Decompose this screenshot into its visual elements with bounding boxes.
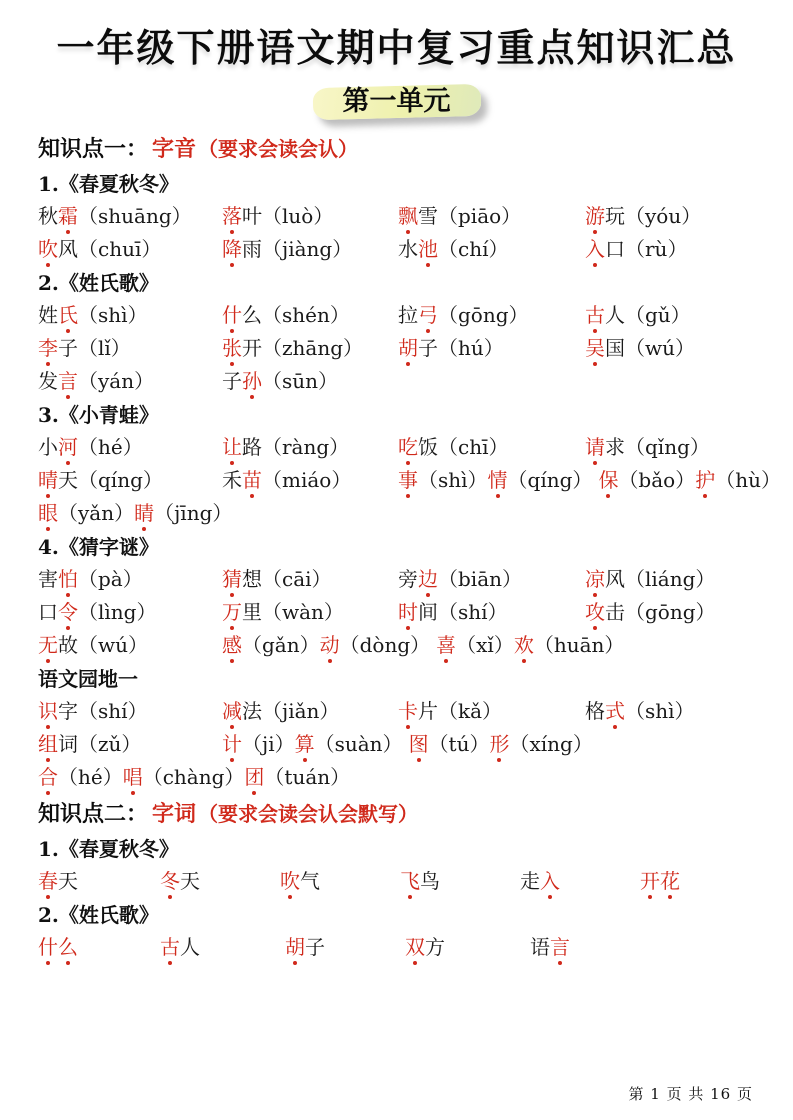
word-row xyxy=(38,598,755,626)
emphasized-char: 言 xyxy=(58,368,78,393)
plain-text: 人 xyxy=(605,302,625,327)
emphasized-char: 让 xyxy=(222,434,242,459)
plain-text: （suàn） xyxy=(314,731,403,756)
plain-text: 鸟 xyxy=(420,868,440,893)
plain-text: 片 xyxy=(418,698,438,723)
knowledge-point-note: （要求会读会认会默写） xyxy=(198,801,419,826)
word-item xyxy=(38,466,222,494)
plain-text: （xíng） xyxy=(509,731,593,756)
word-item xyxy=(38,565,222,593)
plain-text: （zhāng） xyxy=(262,335,364,360)
plain-text: （piāo） xyxy=(438,203,522,228)
plain-text: （tuán） xyxy=(264,764,351,789)
emphasized-char: 游 xyxy=(585,203,605,228)
document-content xyxy=(38,134,781,961)
word-item xyxy=(222,631,436,659)
unit-title-wrap xyxy=(38,80,755,126)
emphasized-char: 计 xyxy=(222,731,242,756)
plain-text: 走 xyxy=(520,868,540,893)
knowledge-point-header xyxy=(38,799,755,829)
plain-text: （shén） xyxy=(262,302,350,327)
emphasized-char: 团 xyxy=(244,764,265,789)
lesson-subheading: 2.《姓氏歌》 xyxy=(38,902,159,927)
plain-text: （cāi） xyxy=(262,566,332,591)
emphasized-char: 胡 xyxy=(398,335,418,360)
emphasized-char: 古 xyxy=(585,302,605,327)
emphasized-char: 欢 xyxy=(513,632,534,657)
word-item xyxy=(280,867,400,895)
plain-text: 么 xyxy=(242,302,262,327)
emphasized-char: 入 xyxy=(585,236,605,261)
word-item xyxy=(585,301,755,329)
emphasized-char: 霜 xyxy=(58,203,78,228)
emphasized-char: 孙 xyxy=(242,368,262,393)
word-item xyxy=(398,433,585,461)
plain-text: 字 xyxy=(58,698,78,723)
plain-text: 国 xyxy=(605,335,625,360)
plain-text: （dòng） xyxy=(339,632,431,657)
emphasized-char: 减 xyxy=(222,698,242,723)
plain-text: （yán） xyxy=(78,368,155,393)
plain-text: （hé） xyxy=(78,434,143,459)
emphasized-char: 开 xyxy=(640,868,660,893)
word-row xyxy=(38,763,755,791)
plain-text: 水 xyxy=(398,236,418,261)
emphasized-char: 算 xyxy=(294,731,315,756)
plain-text: （shuāng） xyxy=(78,203,192,228)
plain-text: 叶 xyxy=(242,203,262,228)
emphasized-char: 河 xyxy=(58,434,78,459)
emphasized-char: 吃 xyxy=(398,434,418,459)
plain-text: （hú） xyxy=(438,335,504,360)
plain-text: （jiǎn） xyxy=(262,698,340,723)
plain-text: 口 xyxy=(605,236,625,261)
word-item xyxy=(398,235,585,263)
word-item xyxy=(585,334,755,362)
emphasized-char: 保 xyxy=(598,467,619,492)
emphasized-char: 卡 xyxy=(398,698,418,723)
word-row xyxy=(38,867,755,895)
emphasized-char: 令 xyxy=(58,599,78,624)
knowledge-point-topic: 字音 xyxy=(152,135,197,162)
emphasized-char: 李 xyxy=(38,335,58,360)
emphasized-char: 吴 xyxy=(585,335,605,360)
word-row xyxy=(38,933,755,961)
emphasized-char: 情 xyxy=(487,467,508,492)
plain-text: （liáng） xyxy=(625,566,716,591)
word-item xyxy=(38,631,222,659)
word-item xyxy=(38,499,238,527)
plain-text: 禾 xyxy=(222,467,242,492)
word-item xyxy=(160,933,285,961)
plain-text: （shì） xyxy=(78,302,148,327)
word-item xyxy=(160,867,280,895)
emphasized-char: 飞 xyxy=(400,868,420,893)
plain-text: （tú） xyxy=(428,731,490,756)
lesson-subheading: 4.《猜字谜》 xyxy=(38,534,159,559)
word-row xyxy=(38,301,755,329)
lesson-subheading: 语文园地一 xyxy=(38,666,138,691)
emphasized-char: 怕 xyxy=(58,566,78,591)
plain-text: 天 xyxy=(180,868,200,893)
word-item xyxy=(38,235,222,263)
word-item xyxy=(38,730,222,758)
emphasized-char: 么 xyxy=(58,934,78,959)
emphasized-char: 组 xyxy=(38,731,58,756)
emphasized-char: 唱 xyxy=(122,764,143,789)
plain-text: 子 xyxy=(305,934,325,959)
emphasized-char: 事 xyxy=(398,467,418,492)
emphasized-char: 冬 xyxy=(160,868,180,893)
word-item xyxy=(398,598,585,626)
word-item xyxy=(222,466,398,494)
emphasized-char: 苗 xyxy=(242,467,262,492)
lesson-subheading: 3.《小青蛙》 xyxy=(38,402,159,427)
word-item xyxy=(585,433,755,461)
plain-text: （kǎ） xyxy=(438,698,503,723)
plain-text: 小 xyxy=(38,434,58,459)
emphasized-char: 降 xyxy=(222,236,242,261)
plain-text: 子 xyxy=(58,335,78,360)
plain-text: （chí） xyxy=(438,236,509,261)
emphasized-char: 边 xyxy=(418,566,438,591)
emphasized-char: 眼 xyxy=(38,500,58,525)
word-item xyxy=(222,202,398,230)
plain-text: 旁 xyxy=(398,566,418,591)
emphasized-char: 护 xyxy=(695,467,716,492)
word-row xyxy=(38,631,755,659)
plain-text: 想 xyxy=(242,566,262,591)
word-item xyxy=(398,202,585,230)
plain-text: （chuī） xyxy=(78,236,162,261)
plain-text: （shì） xyxy=(625,698,695,723)
lesson-subheading: 1.《春夏秋冬》 xyxy=(38,171,179,196)
plain-text: （gōng） xyxy=(438,302,529,327)
emphasized-char: 什 xyxy=(38,934,58,959)
emphasized-char: 花 xyxy=(660,868,680,893)
emphasized-char: 张 xyxy=(222,335,242,360)
plain-text: （jīng） xyxy=(154,500,233,525)
word-item xyxy=(38,763,356,791)
knowledge-point-note: （要求会读会认） xyxy=(198,136,359,161)
plain-text: 害 xyxy=(38,566,58,591)
plain-text: 发 xyxy=(38,368,58,393)
emphasized-char: 万 xyxy=(222,599,242,624)
word-item xyxy=(222,433,398,461)
plain-text: 风 xyxy=(605,566,625,591)
word-item xyxy=(222,334,398,362)
plain-text: 姓 xyxy=(38,302,58,327)
plain-text: 间 xyxy=(418,599,438,624)
plain-text: （gǔ） xyxy=(625,302,691,327)
emphasized-char: 识 xyxy=(38,698,58,723)
plain-text: 气 xyxy=(300,868,320,893)
word-row xyxy=(38,367,755,395)
plain-text: （lìng） xyxy=(78,599,157,624)
word-row xyxy=(38,433,755,461)
plain-text: （rù） xyxy=(625,236,688,261)
word-item xyxy=(409,730,599,758)
plain-text: 路 xyxy=(242,434,262,459)
plain-text: 口 xyxy=(38,599,58,624)
plain-text: （shí） xyxy=(438,599,508,624)
emphasized-char: 双 xyxy=(405,934,425,959)
plain-text: 子 xyxy=(418,335,438,360)
emphasized-char: 吹 xyxy=(280,868,300,893)
plain-text: （wú） xyxy=(78,632,148,657)
emphasized-char: 胡 xyxy=(285,934,305,959)
emphasized-char: 攻 xyxy=(585,599,605,624)
word-row xyxy=(38,466,781,494)
knowledge-point-label: 知识点二： xyxy=(38,800,149,827)
lesson-subheading: 1.《春夏秋冬》 xyxy=(38,836,179,861)
word-item xyxy=(530,933,640,961)
word-item xyxy=(398,301,585,329)
plain-text: （huān） xyxy=(533,632,625,657)
plain-text: （sūn） xyxy=(262,368,339,393)
word-row xyxy=(38,565,755,593)
plain-text: 玩 xyxy=(605,203,625,228)
plain-text: （qíng） xyxy=(78,467,163,492)
plain-text: 风 xyxy=(58,236,78,261)
plain-text: （luò） xyxy=(262,203,334,228)
emphasized-char: 氏 xyxy=(58,302,78,327)
plain-text: 击 xyxy=(605,599,625,624)
emphasized-char: 猜 xyxy=(222,566,242,591)
word-item xyxy=(585,697,755,725)
plain-text: 雪 xyxy=(418,203,438,228)
word-item xyxy=(38,334,222,362)
knowledge-point-topic: 字词 xyxy=(152,800,197,827)
page-number: 第 1 页 共 16 页 xyxy=(628,1085,753,1103)
plain-text: （qíng） xyxy=(507,467,593,492)
emphasized-char: 请 xyxy=(585,434,605,459)
plain-text: 人 xyxy=(180,934,200,959)
emphasized-char: 池 xyxy=(418,236,438,261)
plain-text: （yǎn） xyxy=(58,500,135,525)
plain-text: （ji） xyxy=(242,731,295,756)
word-item xyxy=(222,367,398,395)
plain-text: （zǔ） xyxy=(78,731,142,756)
plain-text: 天 xyxy=(58,467,78,492)
emphasized-char: 图 xyxy=(408,731,429,756)
plain-text: （shì） xyxy=(418,467,488,492)
knowledge-point-header xyxy=(38,134,755,164)
word-item xyxy=(38,202,222,230)
plain-text: （hé） xyxy=(58,764,123,789)
word-item xyxy=(585,202,755,230)
word-item xyxy=(640,867,750,895)
word-item xyxy=(38,867,160,895)
plain-text: （qǐng） xyxy=(625,434,710,459)
word-item xyxy=(585,235,755,263)
word-row xyxy=(38,235,755,263)
word-item xyxy=(398,466,598,494)
word-item xyxy=(38,433,222,461)
plain-text: （ràng） xyxy=(262,434,350,459)
emphasized-char: 形 xyxy=(489,731,510,756)
word-item xyxy=(222,598,398,626)
plain-text: 拉 xyxy=(398,302,418,327)
emphasized-char: 感 xyxy=(222,632,242,657)
emphasized-char: 春 xyxy=(38,868,58,893)
plain-text: （chī） xyxy=(438,434,509,459)
lesson-subheading: 2.《姓氏歌》 xyxy=(38,270,159,295)
plain-text: 开 xyxy=(242,335,262,360)
plain-text: （shí） xyxy=(78,698,148,723)
word-item xyxy=(222,301,398,329)
word-item xyxy=(398,565,585,593)
plain-text: （biān） xyxy=(438,566,523,591)
emphasized-char: 弓 xyxy=(418,302,438,327)
word-item xyxy=(38,367,222,395)
emphasized-char: 晴 xyxy=(38,467,58,492)
unit-title: 第一单元 xyxy=(342,85,451,117)
plain-text: （wàn） xyxy=(262,599,344,624)
plain-text: （gǎn） xyxy=(242,632,320,657)
emphasized-char: 喜 xyxy=(436,632,457,657)
plain-text: 秋 xyxy=(38,203,58,228)
emphasized-char: 吹 xyxy=(38,236,58,261)
plain-text: （jiàng） xyxy=(262,236,353,261)
plain-text: 天 xyxy=(58,868,78,893)
emphasized-char: 落 xyxy=(222,203,242,228)
word-row xyxy=(38,730,755,758)
plain-text: 语 xyxy=(530,934,550,959)
plain-text: （yóu） xyxy=(625,203,702,228)
plain-text: 法 xyxy=(242,698,262,723)
emphasized-char: 睛 xyxy=(134,500,155,525)
plain-text: 方 xyxy=(425,934,445,959)
word-row xyxy=(38,334,755,362)
word-item xyxy=(38,933,160,961)
plain-text: 求 xyxy=(605,434,625,459)
word-item xyxy=(585,565,755,593)
plain-text: （gōng） xyxy=(625,599,716,624)
word-item xyxy=(222,565,398,593)
emphasized-char: 无 xyxy=(38,632,58,657)
word-item xyxy=(38,697,222,725)
word-row xyxy=(38,499,755,527)
emphasized-char: 式 xyxy=(605,698,625,723)
word-row xyxy=(38,697,755,725)
plain-text: （hù） xyxy=(715,467,781,492)
plain-text: 词 xyxy=(58,731,78,756)
word-item xyxy=(398,334,585,362)
knowledge-point-label: 知识点一： xyxy=(38,135,149,162)
plain-text: 故 xyxy=(58,632,78,657)
emphasized-char: 什 xyxy=(222,302,242,327)
plain-text: 格 xyxy=(585,698,605,723)
word-item xyxy=(222,235,398,263)
word-item xyxy=(222,697,398,725)
emphasized-char: 言 xyxy=(550,934,570,959)
plain-text: （xǐ） xyxy=(456,632,514,657)
plain-text: （miáo） xyxy=(262,467,352,492)
page-title: 一年级下册语文期中复习重点知识汇总 xyxy=(56,26,737,70)
word-item xyxy=(520,867,640,895)
plain-text: 雨 xyxy=(242,236,262,261)
plain-text: （pà） xyxy=(78,566,143,591)
word-item xyxy=(222,730,409,758)
word-item xyxy=(38,598,222,626)
emphasized-char: 飘 xyxy=(398,203,418,228)
plain-text: 子 xyxy=(222,368,242,393)
emphasized-char: 古 xyxy=(160,934,180,959)
emphasized-char: 合 xyxy=(38,764,58,789)
word-row xyxy=(38,202,755,230)
plain-text: （lǐ） xyxy=(78,335,131,360)
plain-text: 里 xyxy=(242,599,262,624)
word-item xyxy=(38,301,222,329)
plain-text: （bǎo） xyxy=(618,467,696,492)
word-item xyxy=(436,631,630,659)
word-item xyxy=(398,697,585,725)
word-item xyxy=(400,867,520,895)
emphasized-char: 时 xyxy=(398,599,418,624)
emphasized-char: 动 xyxy=(319,632,340,657)
emphasized-char: 凉 xyxy=(585,566,605,591)
word-item xyxy=(598,466,787,494)
plain-text: （wú） xyxy=(625,335,695,360)
word-item xyxy=(405,933,530,961)
emphasized-char: 入 xyxy=(540,868,560,893)
plain-text: （chàng） xyxy=(142,764,245,789)
plain-text: 饭 xyxy=(418,434,438,459)
word-item xyxy=(585,598,755,626)
word-item xyxy=(285,933,405,961)
